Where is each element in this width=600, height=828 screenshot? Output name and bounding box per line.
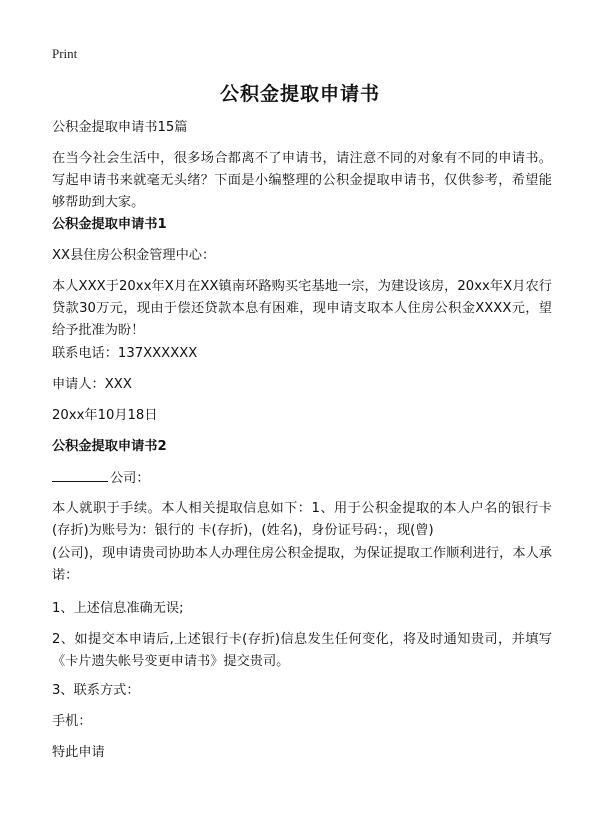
letter2-closing: 特此申请 <box>52 745 105 760</box>
letter2-content2: (公司)，现申请贵司协助本人办理住房公积金提取，为保证提取工作顺利进行，本人承诺： <box>52 546 552 583</box>
letter2-content1: 本人就职于手续。本人相关提取信息如下：1、用于公积金提取的本人户名的银行卡(存折)为账号为：银行的 卡(存折)，(姓名)，身份证号码：，现(曾) <box>52 501 552 538</box>
letter2-item3: 3、联系方式： <box>52 683 140 698</box>
letter1-content: 本人XXX于20xx年X月在XX镇南环路购买宅基地一宗，为建设该房，20xx年X月农行贷款30万元，现由于偿还贷款本息有困难，现申请支取本人住房公积金XXXX元，望给予批准为盼！ <box>52 279 552 338</box>
print-link[interactable]: Print <box>52 46 78 61</box>
document-subtitle: 公积金提取申请书15篇 <box>52 120 188 135</box>
letter1-recipient: XX县住房公积金管理中心： <box>52 248 216 263</box>
letter2-item1: 1、上述信息准确无误; <box>52 601 184 616</box>
letter1-date: 20xx年10月18日 <box>52 408 158 423</box>
intro-paragraph: 在当今社会生活中，很多场合都离不了申请书，请注意不同的对象有不同的申请书。写起申请书来就毫无头绪？下面是小编整理的公积金提取申请书，仅供参考，希望能够帮助到大家。 <box>52 151 552 210</box>
letter2-item2: 2、如提交本申请后,上述银行卡(存折)信息发生任何变化，将及时通知贵司，并填写《卡片遗失帐号变更申请书》提交贵司。 <box>52 632 552 669</box>
letter1-heading: 公积金提取申请书1 <box>52 217 167 232</box>
letter2-recipient <box>52 467 150 490</box>
letter1-applicant: 申请人：XXX <box>52 377 132 392</box>
letter2-mobile: 手机： <box>52 714 92 729</box>
page-title: 公积金提取申请书 <box>219 83 380 105</box>
letter2-recipient-suffix: 公司： <box>110 471 150 486</box>
recipient-blank-line <box>52 467 108 482</box>
letter2-heading: 公积金提取申请书2 <box>52 439 167 454</box>
letter1-phone: 联系电话：137XXXXXX <box>52 346 198 361</box>
